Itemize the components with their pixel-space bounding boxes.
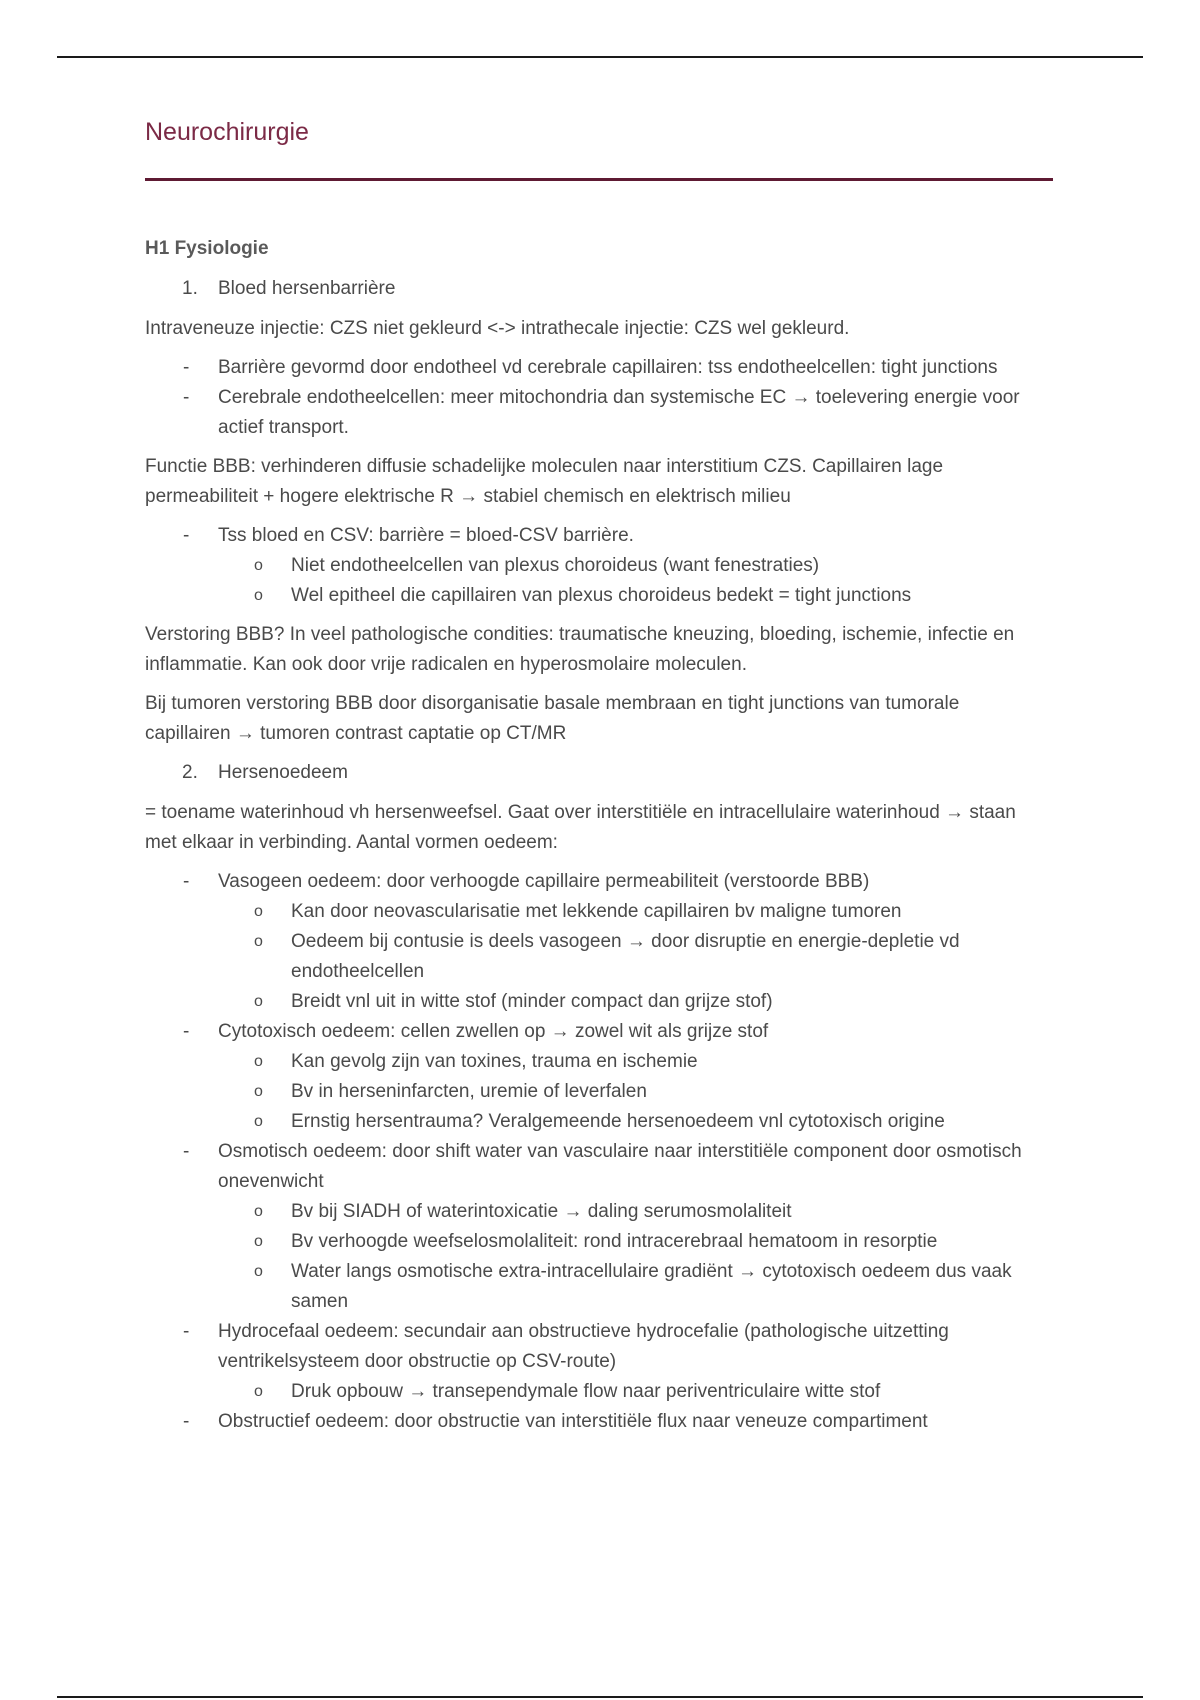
circle-bullet-icon: o: [254, 903, 263, 920]
bullet-list: [145, 867, 1045, 1437]
bullet-list: [145, 353, 1045, 443]
bullet-item: [145, 353, 1045, 383]
bullet-list: [145, 521, 1045, 611]
circle-bullet-icon: o: [254, 557, 263, 574]
sub-bullet-text: Bv bij SIADH of waterintoxicatie → daling serumosmolaliteit: [291, 1201, 792, 1222]
circle-bullet-icon: o: [254, 1113, 263, 1130]
dash-bullet-icon: -: [183, 357, 190, 378]
bullet-text: Obstructief oedeem: door obstructie van interstitiële flux naar veneuze compartiment: [218, 1411, 928, 1432]
dash-bullet-icon: -: [183, 1141, 190, 1162]
section-number: 1.: [182, 278, 198, 299]
sub-bullet-item: [145, 1107, 1045, 1137]
circle-bullet-icon: o: [254, 933, 263, 950]
sub-bullet-text: Ernstig hersentrauma? Veralgemeende hersenoedeem vnl cytotoxisch origine: [291, 1111, 945, 1132]
section-number: 2.: [182, 762, 198, 783]
sub-bullet-text: Wel epitheel die capillairen van plexus choroideus bedekt = tight junctions: [291, 585, 912, 606]
bullet-item: [145, 1137, 1045, 1317]
section-heading-text: Hersenoedeem: [218, 762, 348, 783]
sub-bullet-text: Oedeem bij contusie is deels vasogeen → door disruptie en energie-depletie vd endotheelcellen: [291, 931, 960, 982]
paragraph: = toename waterinhoud vh hersenweefsel. Gaat over interstitiële en intracellulaire waterinhoud → staan met elkaar in verbinding. Aantal vormen oedeem:: [145, 802, 1016, 853]
sub-bullet-item: [145, 1197, 1045, 1227]
sub-bullet-item: [145, 927, 1045, 987]
bullet-item: [145, 867, 1045, 1017]
circle-bullet-icon: o: [254, 1263, 263, 1280]
sub-bullet-item: [145, 897, 1045, 927]
sub-bullet-text: Bv in herseninfarcten, uremie of leverfalen: [291, 1081, 647, 1102]
sections: [145, 274, 1045, 1437]
sub-bullet-item: [145, 1077, 1045, 1107]
dash-bullet-icon: -: [183, 1321, 190, 1342]
sub-bullet-text: Druk opbouw → transependymale flow naar periventriculaire witte stof: [291, 1381, 881, 1402]
paragraph: Functie BBB: verhinderen diffusie schadelijke moleculen naar interstitium CZS. Capillairen lage permeabiliteit + hogere elektrische R → stabiel chemisch en elektrisch milieu: [145, 456, 944, 507]
sub-bullet-list: [218, 1047, 1045, 1137]
document-title: Neurochirurgie: [145, 118, 309, 146]
sub-bullet-item: [145, 581, 1045, 611]
page-top-rule: [57, 56, 1143, 58]
sub-bullet-item: [145, 987, 1045, 1017]
dash-bullet-icon: -: [183, 1411, 190, 1432]
dash-bullet-icon: -: [183, 525, 190, 546]
sub-bullet-item: [145, 1047, 1045, 1077]
bullet-text: Cytotoxisch oedeem: cellen zwellen op → zowel wit als grijze stof: [218, 1021, 769, 1042]
sub-bullet-text: Niet endotheelcellen van plexus choroideus (want fenestraties): [291, 555, 820, 576]
section-heading: [145, 274, 1045, 304]
paragraph: Verstoring BBB? In veel pathologische condities: traumatische kneuzing, bloeding, ischemie, infectie en inflammatie. Kan ook door vrije radicalen en hyperosmolaire moleculen.: [145, 624, 1015, 675]
document-flow: [145, 234, 1045, 1446]
sub-bullet-list: [218, 897, 1045, 1017]
circle-bullet-icon: o: [254, 1083, 263, 1100]
circle-bullet-icon: o: [254, 1383, 263, 1400]
circle-bullet-icon: o: [254, 1053, 263, 1070]
bullet-item: [145, 521, 1045, 611]
page-bottom-rule: [57, 1696, 1143, 1698]
bullet-text: Vasogeen oedeem: door verhoogde capillaire permeabiliteit (verstoorde BBB): [218, 871, 870, 892]
section-heading: [145, 758, 1045, 788]
sub-bullet-list: [218, 551, 1045, 611]
sub-bullet-text: Water langs osmotische extra-intracellulaire gradiënt → cytotoxisch oedeem dus vaak samen: [291, 1261, 1012, 1312]
bullet-text: Hydrocefaal oedeem: secundair aan obstructieve hydrocefalie (pathologische uitzetting ventrikelsysteem door obstructie op CSV-route): [218, 1321, 949, 1372]
bullet-text: Tss bloed en CSV: barrière = bloed-CSV barrière.: [218, 525, 634, 546]
sub-bullet-text: Kan gevolg zijn van toxines, trauma en ischemie: [291, 1051, 698, 1072]
bullet-item: [145, 1317, 1045, 1407]
circle-bullet-icon: o: [254, 587, 263, 604]
title-underline: [145, 178, 1053, 181]
paragraph: Intraveneuze injectie: CZS niet gekleurd <-> intrathecale injectie: CZS wel gekleurd.: [145, 318, 850, 339]
dash-bullet-icon: -: [183, 1021, 190, 1042]
bullet-item: [145, 383, 1045, 443]
circle-bullet-icon: o: [254, 1233, 263, 1250]
paragraph: Bij tumoren verstoring BBB door disorganisatie basale membraan en tight junctions van tumorale capillairen → tumoren contrast captatie op CT/MR: [145, 693, 960, 744]
sub-bullet-text: Kan door neovascularisatie met lekkende capillairen bv maligne tumoren: [291, 901, 902, 922]
sub-bullet-item: [145, 1377, 1045, 1407]
sub-bullet-item: [145, 551, 1045, 581]
sub-bullet-text: Breidt vnl uit in witte stof (minder compact dan grijze stof): [291, 991, 773, 1012]
dash-bullet-icon: -: [183, 387, 190, 408]
bullet-item: [145, 1407, 1045, 1437]
sub-bullet-list: [218, 1377, 1045, 1407]
bullet-text: Cerebrale endotheelcellen: meer mitochondria dan systemische EC → toelevering energie voor actief transport.: [218, 387, 1020, 438]
bullet-item: [145, 1017, 1045, 1137]
bullet-text: Barrière gevormd door endotheel vd cerebrale capillairen: tss endotheelcellen: tight junctions: [218, 357, 998, 378]
sub-bullet-item: [145, 1227, 1045, 1257]
sub-bullet-text: Bv verhoogde weefselosmolaliteit: rond intracerebraal hematoom in resorptie: [291, 1231, 938, 1252]
circle-bullet-icon: o: [254, 993, 263, 1010]
dash-bullet-icon: -: [183, 871, 190, 892]
chapter-heading: H1 Fysiologie: [145, 238, 269, 259]
bullet-text: Osmotisch oedeem: door shift water van vasculaire naar interstitiële component door osmotisch onevenwicht: [218, 1141, 1022, 1192]
sub-bullet-list: [218, 1197, 1045, 1317]
sub-bullet-item: [145, 1257, 1045, 1317]
circle-bullet-icon: o: [254, 1203, 263, 1220]
section-heading-text: Bloed hersenbarrière: [218, 278, 396, 299]
